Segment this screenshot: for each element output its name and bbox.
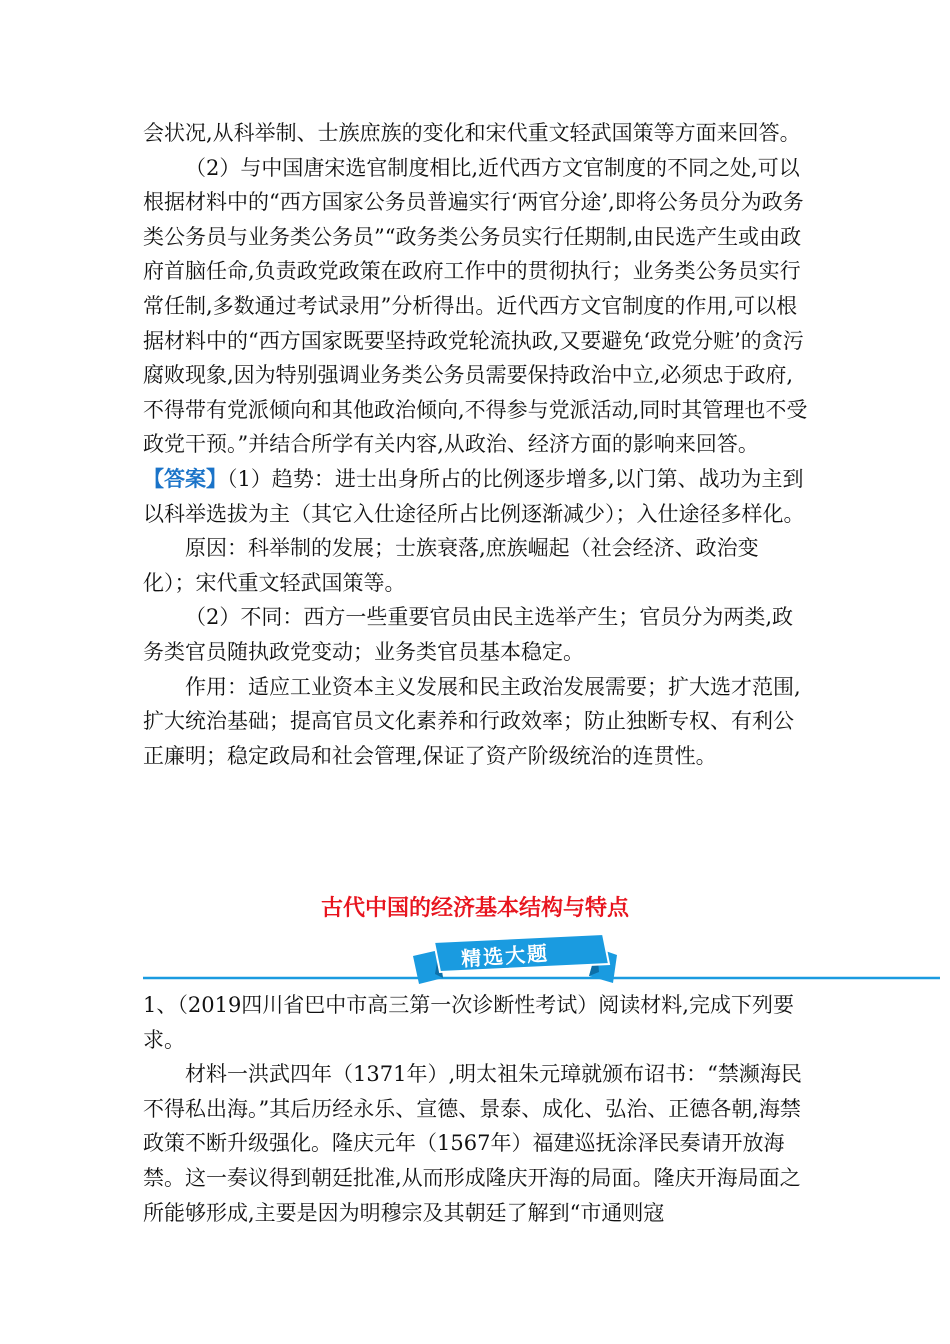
section-title: 古代中国的经济基本结构与特点 [320,896,629,921]
analysis-section [143,116,811,773]
intro-continuation: 会状况,从科举制、士族庶族的变化和宋代重文轻武国策等方面来回答。 [143,121,801,145]
answer-part-2: （2）不同：西方一些重要官员由民主选举产生；官员分为两类,政务类官员随执政党变动；业务类官员基本稳定。 [143,605,794,664]
answer-effect: 作用：适应工业资本主义发展和民主政治发展需要；扩大选才范围,扩大统治基础；提高官员文化素养和行政效率；防止独断专权、有利公正廉明；稳定政局和社会管理,保证了资产阶级统治的连贯性。 [143,674,801,768]
answer-part-1-text: （1）趋势：进士出身所占的比例逐步增多,以门第、战功为主到以科举选拔为主（其它入仕途径所占比例逐渐减少）；入仕途径多样化。 [143,466,805,526]
analysis-part-2: （2）与中国唐宋选官制度相比,近代西方文官制度的不同之处,可以根据材料中的“西方国家公务员普遍实行‘两官分途’,即将公务员分为政务类公务员与业务类公务员”“政务类公务员实行任期制,由民选产生或由政府首脑任命,负责政党政策在政府工作中的贯彻执行；业务类公务员实行常任制,多数通过考试录用”分析得出。近代西方文官制度的作用,可以根据材料中的“西方国家既要坚持政党轮流执政,又要避免‘政党分赃’的贪污腐败现象,因为特别强调业务类公务员需要保持政治中立,必须忠于政府,不得带有党派倾向和其他政治倾向,不得参与党派活动,同时其管理也不受政党干预。”并结合所学有关内容,从政治、经济方面的影响来回答。 [143,155,808,457]
question-1-material-1: 材料一洪武四年（1371年）,明太祖朱元璋就颁布诏书：“禁濒海民不得私出海。”其后历经永乐、宣德、景泰、成化、弘治、正德各朝,海禁政策不断升级强化。隆庆元年（1567年）福建巡抚涂泽民奏请开放海禁。这一奏议得到朝廷批准,从而形成隆庆开海的局面。隆庆开海局面之所能够形成,主要是因为明穆宗及其朝廷了解到“市通则寇 [143,1062,802,1225]
question-1 [143,988,811,1230]
banner-label: 精选大题 [460,940,550,972]
answer-part-1 [143,462,811,531]
question-1-stem: 1、（2019四川省巴中市高三第一次诊断性考试）阅读材料,完成下列要求。 [143,993,794,1052]
answer-reason: 原因：科举制的发展；士族衰落,庶族崛起（社会经济、政治变化）；宋代重文轻武国策等。 [143,536,759,595]
answer-label: 【答案】 [143,465,227,491]
